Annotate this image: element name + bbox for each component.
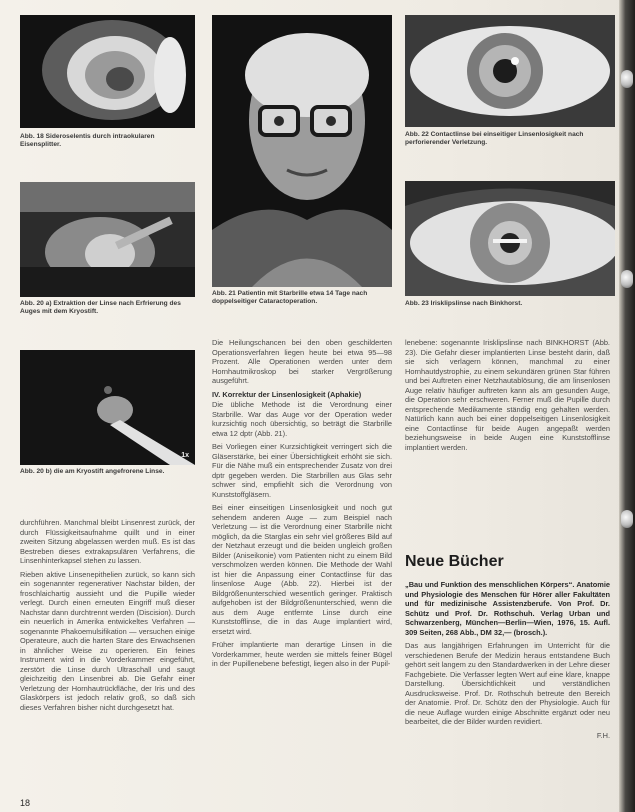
binder-hole: [621, 70, 633, 88]
left-paragraph: durchführen. Manchmal bleibt Linsenrest zurück, der durch Flüssigkeitsaufnahme quillt und in einer zweiten Sitzung abgelassen werden muß. Es ist das Bestreben dieses extrakapsulären Verfahrens, die Linsenhinterkapsel stehen zu lassen.: [20, 518, 195, 565]
review-signature: F.H.: [596, 730, 610, 740]
page-binding-edge: [619, 0, 635, 812]
figure-20a-caption: Abb. 20 a) Extraktion der Linse nach Erfrierung des Auges mit dem Kryostift.: [20, 300, 181, 315]
figure-20a-photo: [20, 182, 195, 297]
new-books-heading: Neue Bücher: [405, 553, 504, 570]
figure-21-caption: Abb. 21 Patientin mit Starbrille etwa 14 Tage nach doppelseitiger Cataractoperation.: [212, 290, 368, 305]
book-review-text: Das aus langjährigen Erfahrungen im Unterricht für die verschiedenen Berufe der Medizin heraus entstandene Buch gehört seit langem zu den Standardwerken in der Lehre dieser Fachgebiete. Die Verfasser legten Wert auf eine klare, knappe Darstellung. Übersichtlichkeit und verständlichen Ausdrucksweise. Prof. Dr. Rothschuh betreute den Bereich der Anatomie. Prof. Dr. Schütz den der Physiologie. Auch für die neue Auflage wurden einige Abschnitte ergänzt oder neu bearbeitet, die der Bilder wurden revidiert.: [405, 641, 610, 726]
figure-22-photo: [405, 15, 615, 127]
right-paragraph: lenebene: sogenannte Irisklipslinse nach BINKHORST (Abb. 23). Die Gefahr dieser implantierten Linse besteht darin, daß sie sich verlagern können, manchmal zu einer Hornhautdystrophie, zu einem sekundären grünen Star führen und bei Auftreten einer Netzhautablösung, die am linsenlosen Auge relativ häufiger auftreten kann als am gesunden Auge, die Operation sehr erschweren. Ferner muß die Pupille durch entsprechende Medikamente ständig eng gehalten werden. Natürlich kann auch bei einer doppelseitigen Linsenlosigkeit eine Contactlinse für beide Augen angepaßt werden beziehungsweise in beide Augen eine Kunststofflinse implantiert werden.: [405, 338, 610, 452]
figure-20b-photo: [20, 350, 195, 465]
middle-column-text: [212, 338, 392, 804]
middle-paragraph: Die übliche Methode ist die Verordnung einer Starbrille. War das Auge vor der Operation weder kurzsichtig noch übersichtig, so beträgt die Starbrille etwa 12 dptr (Abb. 21).: [212, 400, 392, 438]
figure-21-photo: [212, 15, 392, 287]
figure-23-photo: [405, 181, 615, 296]
figure-20b-caption: Abb. 20 b) die am Kryostift angefrorene Linse.: [20, 468, 165, 475]
right-column-text: [405, 338, 610, 514]
binder-hole: [621, 510, 633, 528]
figure-20b-magnification-badge: 1x: [181, 452, 189, 459]
section-heading-aphakie: IV. Korrektur der Linsenlosigkeit (Aphakie): [212, 389, 362, 399]
figure-18-photo: [20, 15, 195, 128]
middle-paragraph: Die Heilungschancen bei den oben geschilderten Operationsverfahren liegen heute bei etwa 95—98 Prozent. Alle Operationen werden unter dem Hornhautmikroskop bei starker Vergrößerung ausgeführt.: [212, 338, 392, 385]
book-review: [405, 580, 610, 802]
figure-22-caption: Abb. 22 Contactlinse bei einseitiger Linsenlosigkeit nach perforierender Verletzung.: [405, 131, 584, 146]
figure-18-caption: Abb. 18 Sideroselentis durch intraokularen Eisensplitter.: [20, 133, 155, 148]
left-column-text: [20, 518, 195, 798]
middle-paragraph: Früher implantierte man derartige Linsen in die Vorderkammer, heute werden sie mittels feiner Bügel in der Pupillenebene befestigt, liegen also in der Pupil-: [212, 640, 392, 668]
left-paragraph: Rieben aktive Linsenepithelien zurück, so kann sich ein sogenannter regenerativer Nachstar bilden, der froschlaichartig aussieht und die Pupille wieder verlegt. Durch einen erneuten Eingriff muß dieser Nachstar dann durchtrennt werden (Discision). Durch ein neuerlich in Amerika entwickeltes Verfahren — sogenannte Phakoemulsifikation — versuchen einige Operateure, auch die harten Stare des Erwachsenen in ähnlicher Weise zu operieren. Ein feines Instrument wird in die Vorderkammer eingeführt, zerstört die Linse durch Ultraschall und saugt gleichzeitig den Linsenbrei ab. Die Gefahr einer Verletzung der Hornhautrückfläche, der Iris und des Glaskörpers ist jedoch relativ groß, so daß sich dieses Verfahren bisher nicht durchgesetzt hat.: [20, 569, 195, 712]
page-number: 18: [20, 798, 31, 808]
binder-hole: [621, 270, 633, 288]
book-citation: „Bau und Funktion des menschlichen Körpers“. Anatomie und Physiologie des Menschen für Hörer aller Fakultäten und für medizinische Assistenzberufe. Von Prof. Dr. Schütz und Prof. Dr. Rothschuh. Verlag Urban und Schwarzenberg, München—Berlin—Wien, 1976, 15. Aufl. 309 Seiten, 268 Abb., DM 32,— (brosch.).: [405, 580, 610, 637]
figure-23-caption: Abb. 23 Irisklipslinse nach Binkhorst.: [405, 300, 523, 307]
middle-paragraph: Bei einer einseitigen Linsenlosigkeit und noch gut sehendem anderen Auge — zum Beispiel nach Verletzung — ist die Verordnung einer Starbrille nicht möglich, da die Starglas ein sehr viel größeres Bild auf der Netzhaut erzeugt und die beiden ungleich großen Bilder (Aniseikonie) vom Patienten nicht zu einem Bild verschmolzen werden können. Die Methode der Wahl ist hier die Anpassung einer Contactlinse für das linsenlose Auge (Abb. 22). Hierbei ist der Bildgrößenunterschied wesentlich geringer. Praktisch aufgehoben ist der Bildgrößenunterschied, wenn die aus dem Auge entfernte Linse durch eine Kunststofflinse, die in das Auge implantiert wird, ersetzt wird.: [212, 503, 392, 636]
middle-paragraph: Bei Vorliegen einer Kurzsichtigkeit verringert sich die Gläserstärke, bei einer Übersichtigkeit erhöht sie sich. Für die Nähe muß ein entsprechender Zusatz von drei dptr gegeben werden. Die Starbrillen aus Glas sehr schwer sind, empfiehlt sich die Verordnung von Kunststoffgläsern.: [212, 442, 392, 499]
